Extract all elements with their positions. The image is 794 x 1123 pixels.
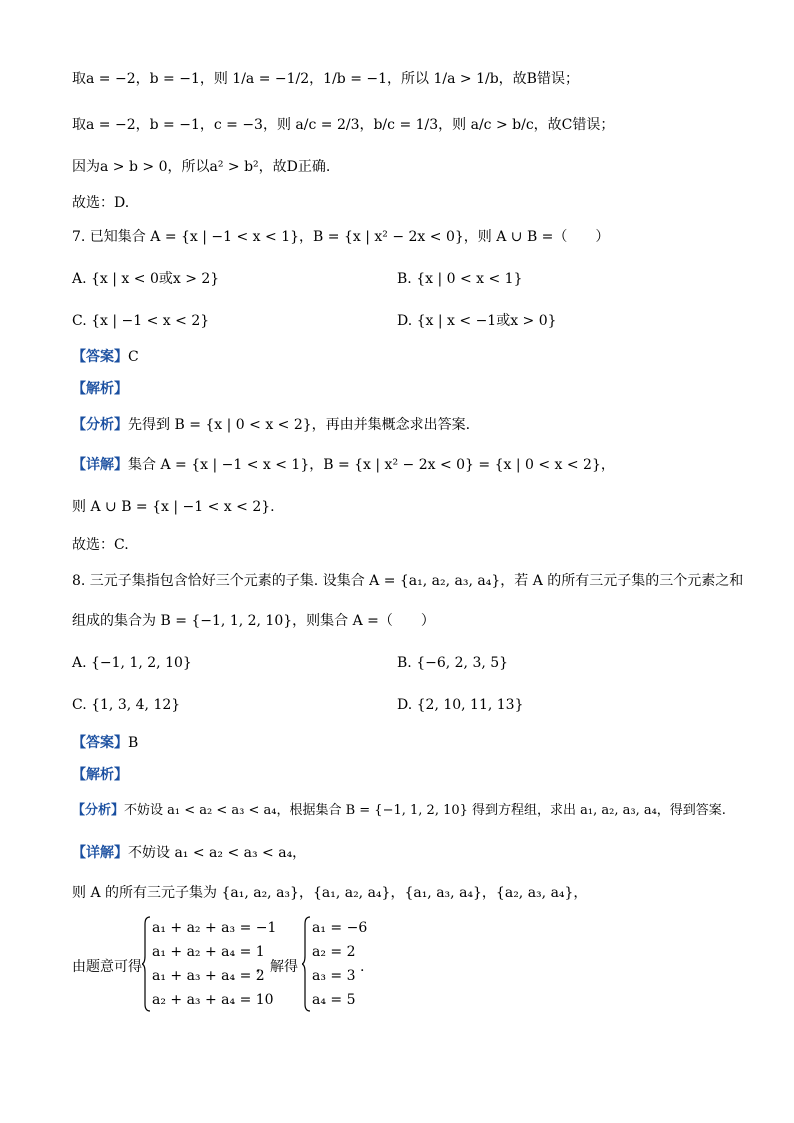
equation: a₂ = 2 — [312, 944, 356, 960]
text-segment: ，解得 — [256, 959, 298, 975]
analysis-heading — [72, 766, 734, 784]
question-8-cont: 组成的集合为 B = {−1, 1, 2, 10}，则集合 A =（ ） — [72, 613, 435, 629]
option-c: C. {x | −1 < x < 2} — [72, 313, 210, 329]
answer-value: B — [128, 735, 139, 751]
equation: a₃ = 3 — [312, 968, 356, 984]
question-7: 7. 已知集合 A = {x | −1 < x < 1}，B = {x | x² − 2x < 0}，则 A ∪ B =（ ） — [72, 229, 610, 245]
analysis-tag: 【解析】 — [72, 767, 128, 783]
equation: a₁ + a₃ + a₄ = 2 — [152, 968, 265, 984]
xiangjie-tag: 【详解】 — [72, 457, 128, 473]
xiangjie-text: 不妨设 a₁ < a₂ < a₃ < a₄， — [128, 845, 307, 861]
equation: a₁ + a₂ + a₄ = 1 — [152, 944, 265, 960]
equation: a₂ + a₃ + a₄ = 10 — [152, 992, 274, 1008]
option-b: B. {−6, 2, 3, 5} — [397, 655, 509, 671]
left-brace-icon — [302, 916, 312, 1012]
xiangjie-text: 集合 A = {x | −1 < x < 1}，B = {x | x² − 2x < 0} = {x | 0 < x < 2}， — [128, 457, 615, 473]
xiangjie-line — [72, 844, 734, 862]
option-c: C. {1, 3, 4, 12} — [72, 697, 181, 713]
fenxi-tag: 【分析】 — [72, 803, 125, 818]
fenxi-tag: 【分析】 — [72, 417, 128, 433]
analysis-tag: 【解析】 — [72, 381, 128, 397]
analysis-heading — [72, 380, 734, 398]
fenxi-line — [72, 802, 734, 820]
text-line: 因为a > b > 0，所以a² > b²，故D正确. — [72, 159, 331, 175]
equation: a₁ = −6 — [312, 920, 368, 936]
fenxi-line — [72, 416, 734, 434]
option-d: D. {x | x < −1或x > 0} — [397, 313, 557, 329]
question-8: 8. 三元子集指包含恰好三个元素的子集. 设集合 A = {a₁, a₂, a₃, a₄}，若 A 的所有三元子集的三个元素之和 — [72, 573, 744, 589]
answer-value: C — [128, 349, 139, 365]
text-line: 则 A ∪ B = {x | −1 < x < 2}. — [72, 499, 275, 515]
answer-line — [72, 734, 734, 752]
text-segment: 由题意可得 — [72, 959, 142, 975]
text-line: 取a = −2，b = −1，c = −3，则 a/c = 2/3，b/c = 1/3，则 a/c > b/c，故C错误； — [72, 117, 615, 133]
text-line: 故选：D. — [72, 195, 130, 211]
text-line: 取a = −2，b = −1，则 1/a = −1/2，1/b = −1，所以 1/a > 1/b，故B错误； — [72, 71, 579, 87]
text-segment: . — [360, 959, 365, 975]
xiangjie-line — [72, 456, 734, 474]
option-d: D. {2, 10, 11, 13} — [397, 697, 524, 713]
left-brace-icon — [142, 916, 152, 1012]
answer-tag: 【答案】 — [72, 349, 128, 365]
equation: a₁ + a₂ + a₃ = −1 — [152, 920, 277, 936]
xiangjie-tag: 【详解】 — [72, 845, 128, 861]
option-b: B. {x | 0 < x < 1} — [397, 271, 523, 287]
text-line: 则 A 的所有三元子集为 {a₁, a₂, a₃}，{a₁, a₂, a₄}，{a₁, a₃, a₄}，{a₂, a₃, a₄}， — [72, 885, 588, 901]
option-a: A. {x | x < 0或x > 2} — [72, 271, 220, 287]
option-a: A. {−1, 1, 2, 10} — [72, 655, 192, 671]
equation: a₄ = 5 — [312, 992, 356, 1008]
answer-tag: 【答案】 — [72, 735, 128, 751]
answer-line — [72, 348, 734, 366]
fenxi-text: 先得到 B = {x | 0 < x < 2}，再由并集概念求出答案. — [128, 417, 471, 433]
text-line: 故选：C. — [72, 537, 129, 553]
fenxi-text: 不妨设 a₁ < a₂ < a₃ < a₄，根据集合 B = {−1, 1, 2, 10} 得到方程组，求出 a₁, a₂, a₃, a₄，得到答案. — [124, 803, 726, 818]
equation-system-2 — [312, 916, 367, 1012]
